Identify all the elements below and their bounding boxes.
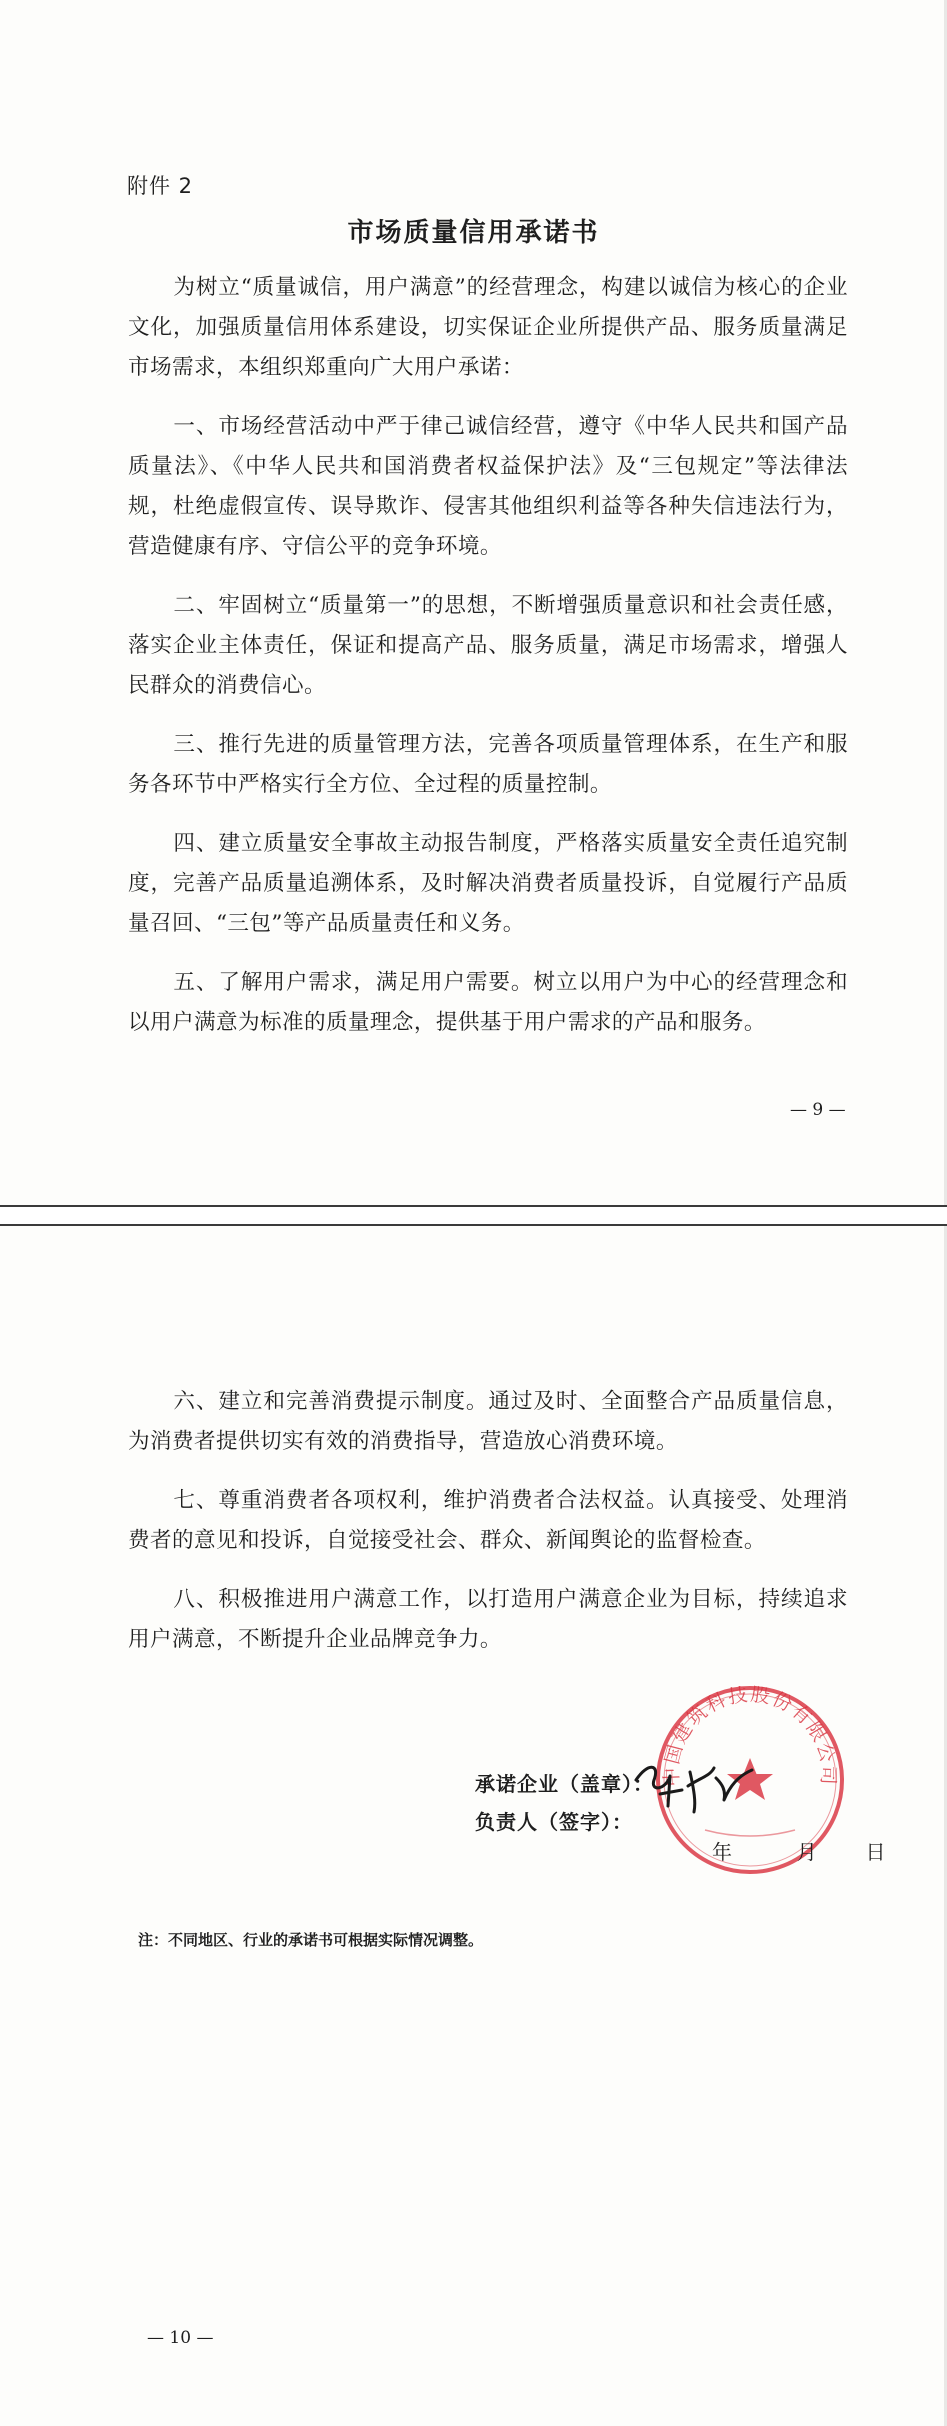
page-number: — 9 — (790, 1100, 846, 1120)
footnote: 注：不同地区、行业的承诺书可根据实际情况调整。 (138, 1931, 484, 1949)
sign-company-label: 承诺企业（盖章）： (475, 1772, 654, 1796)
date-line (712, 1836, 885, 1865)
clause-3-paragraph: 三、推行先进的质量管理方法，完善各项质量管理体系，在生产和服务各环节中严格实行全方位、全过程的质量控制。 (128, 732, 848, 797)
clause-2-paragraph: 二、牢固树立“质量第一”的思想，不断增强质量意识和社会责任感，落实企业主体责任，保证和提高产品、服务质量，满足市场需求，增强人民群众的消费信心。 (128, 593, 848, 698)
sign-person-label: 负责人（签字）： (475, 1810, 633, 1834)
intro-paragraph: 为树立“质量诚信，用户满意”的经营理念，构建以诚信为核心的企业文化，加强质量信用体系建设，切实保证企业所提供产品、服务质量满足市场需求，本组织郑重向广大用户承诺： (128, 275, 848, 380)
document-title: 市场质量信用承诺书 (347, 218, 600, 248)
date-day-label: 日 (865, 1840, 886, 1864)
clause-5-paragraph: 五、了解用户需求，满足用户需要。树立以用户为中心的经营理念和以用户满意为标准的质量理念，提供基于用户需求的产品和服务。 (128, 970, 848, 1035)
clause-4-paragraph: 四、建立质量安全事故主动报告制度，严格落实质量安全责任追究制度，完善产品质量追溯体系，及时解决消费者质量投诉，自觉履行产品质量召回、“三包”等产品质量责任和义务。 (128, 831, 848, 936)
clause-7-paragraph: 七、尊重消费者各项权利，维护消费者合法权益。认真接受、处理消费者的意见和投诉，自觉接受社会、群众、新闻舆论的监督检查。 (128, 1488, 848, 1553)
attachment-label: 附件 2 (127, 174, 194, 198)
clause-1-paragraph: 一、市场经营活动中严于律己诚信经营，遵守《中华人民共和国产品质量法》、《中华人民共和国消费者权益保护法》及“三包规定”等法律法规，杜绝虚假宣传、误导欺诈、侵害其他组织利益等各种失信违法行为，营造健康有序、守信公平的竞争环境。 (128, 414, 848, 559)
date-month-label: 月 (796, 1840, 817, 1864)
seal-text: 中国建筑科技股份有限公司 (660, 1683, 840, 1788)
clause-8-paragraph: 八、积极推进用户满意工作，以打造用户满意企业为目标，持续追求用户满意，不断提升企业品牌竞争力。 (128, 1587, 848, 1652)
date-year-label: 年 (712, 1840, 732, 1864)
page2-body (128, 1382, 848, 1679)
clause-6-paragraph: 六、建立和完善消费提示制度。通过及时、全面整合产品质量信息，为消费者提供切实有效的消费指导，营造放心消费环境。 (128, 1389, 848, 1454)
document-page-1 (0, 0, 947, 1205)
page-number: — 10 — (147, 2328, 214, 2348)
page-separator (0, 1205, 947, 1226)
page1-body (128, 268, 848, 1062)
